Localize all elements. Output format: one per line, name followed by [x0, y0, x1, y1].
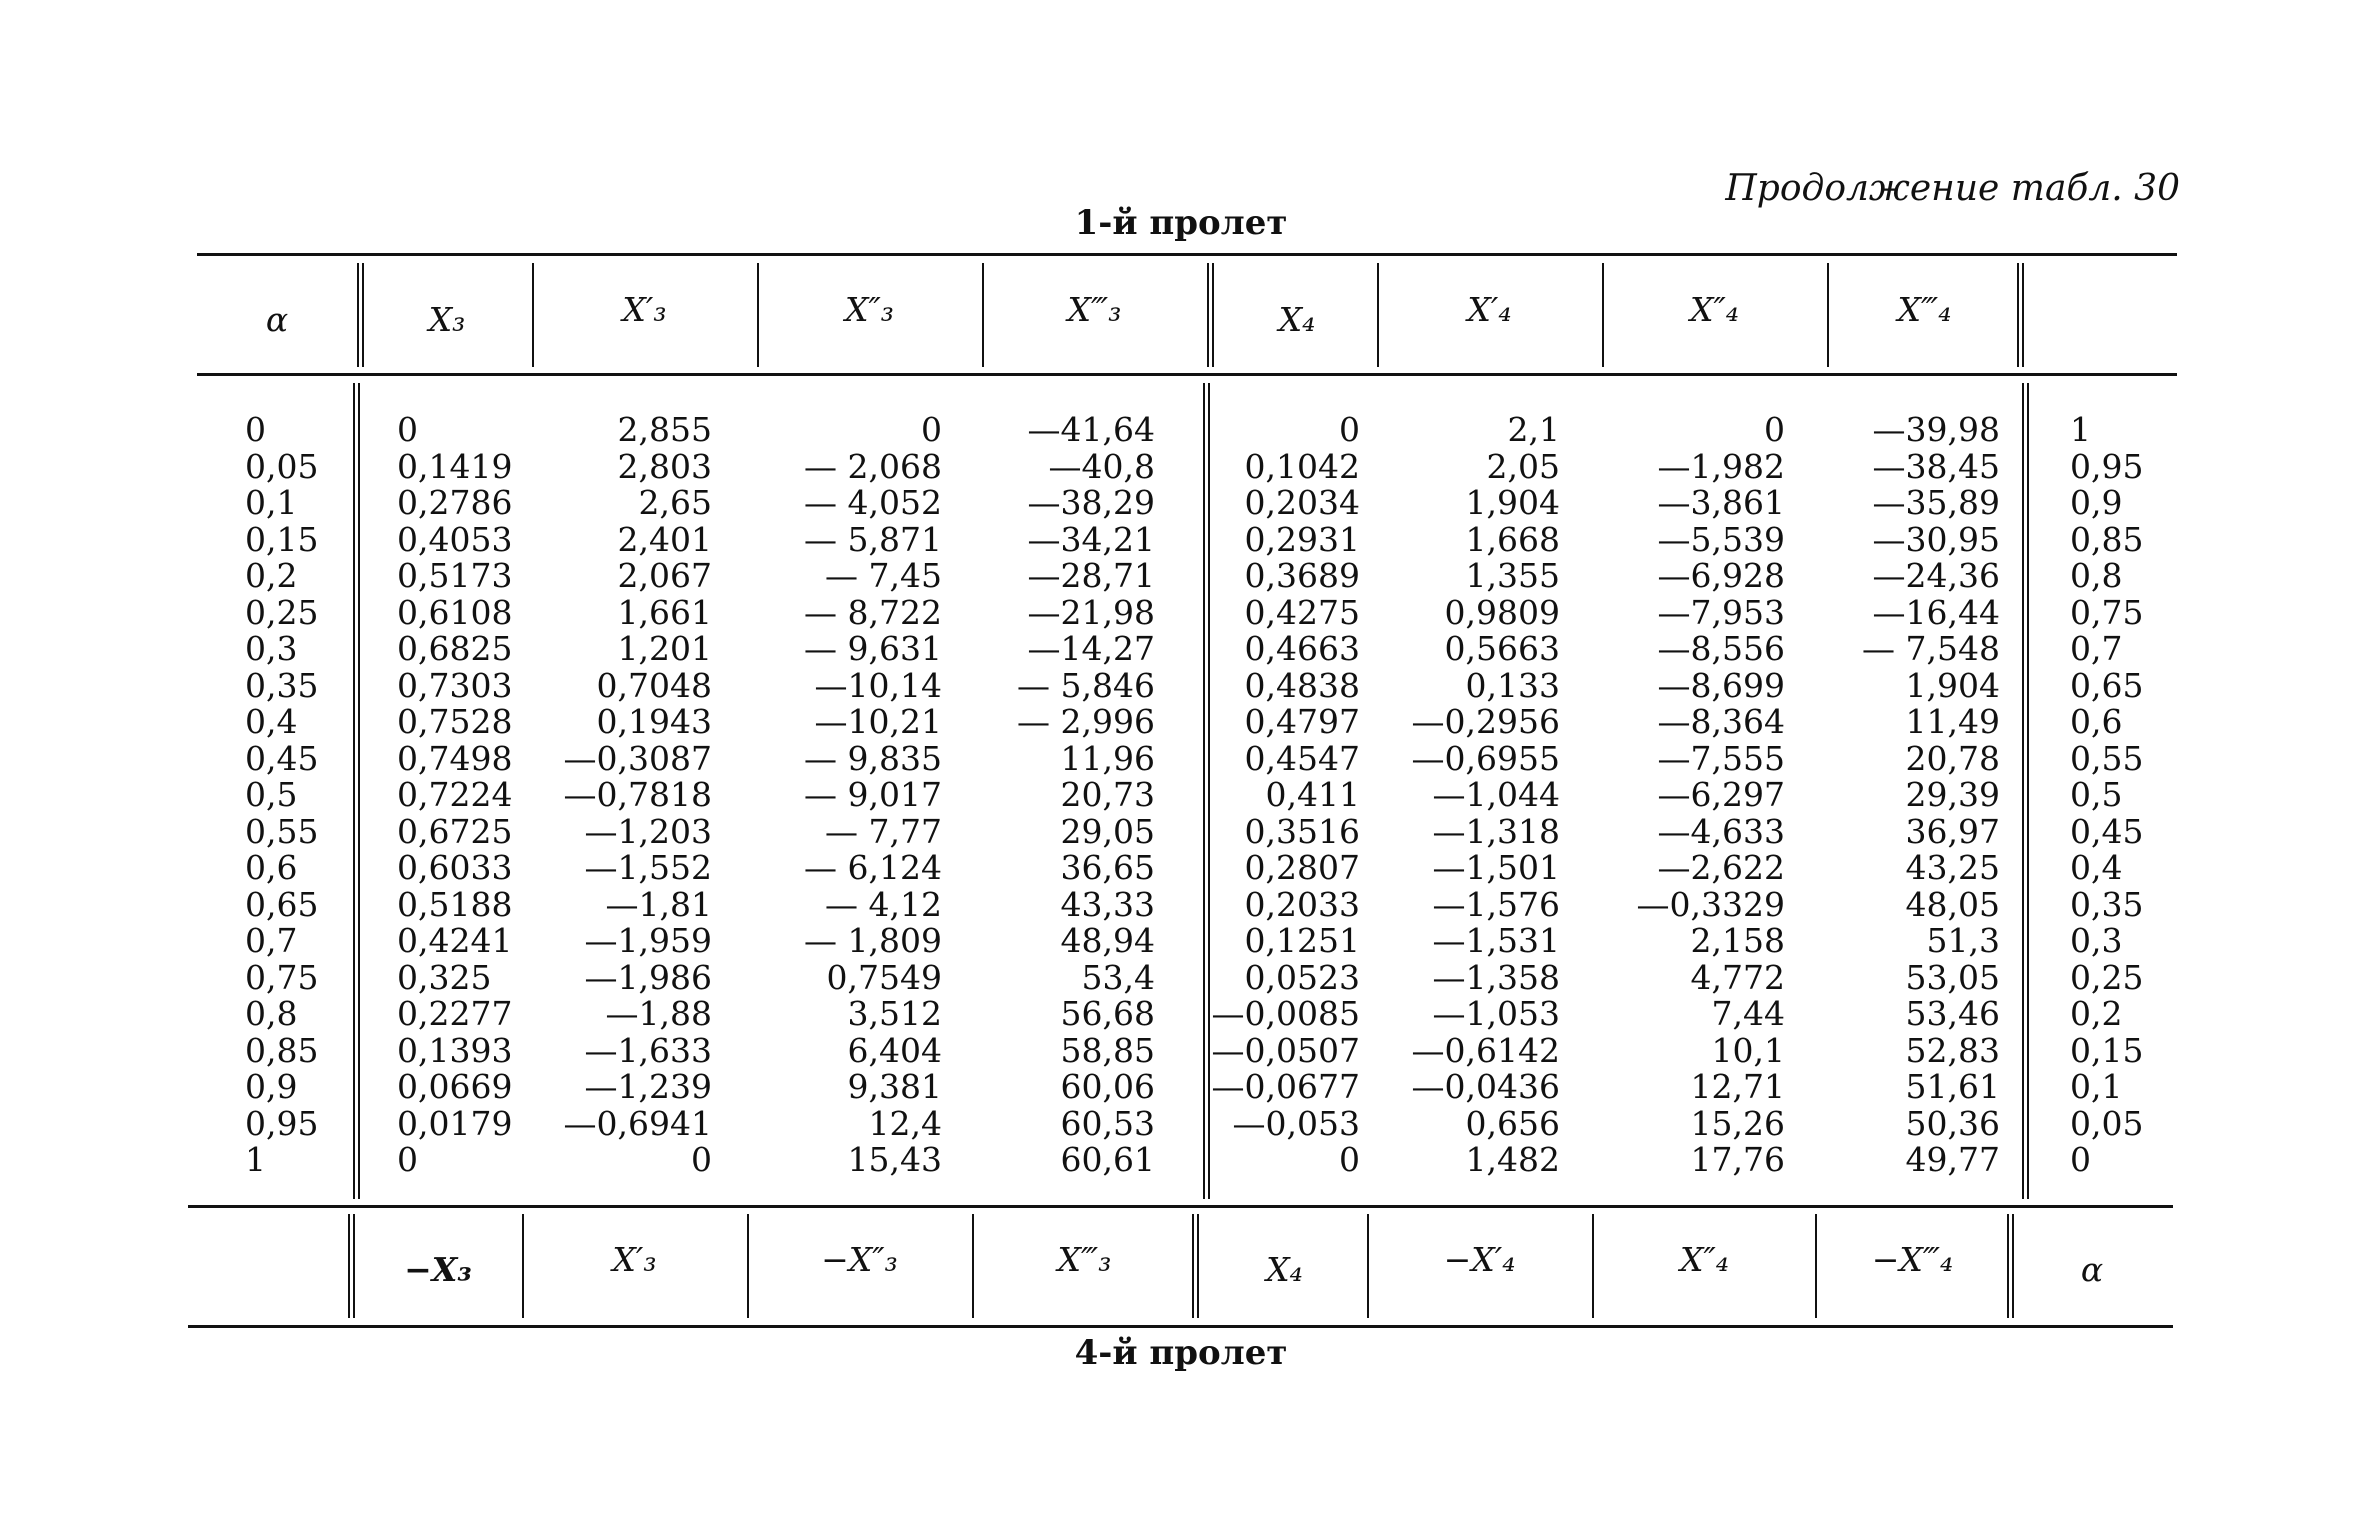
- table-cell: 0,3: [2070, 921, 2123, 960]
- table-cell: —1,576: [1432, 884, 1560, 924]
- table-cell: 0,7303: [397, 665, 513, 705]
- footer-neg-x3: −X₃: [404, 1250, 472, 1289]
- table-cell: — 2,996: [1017, 702, 1155, 741]
- body-divider: [2027, 383, 2029, 1199]
- table-cell: —6,297: [1657, 775, 1785, 814]
- header-rule: [197, 373, 2177, 376]
- table-cell: —40,8: [1048, 446, 1155, 486]
- footer-neg-x4-prime: −X′₄: [1443, 1240, 1516, 1279]
- table-cell: 43,33: [1060, 884, 1155, 924]
- table-cell: 0,6: [245, 848, 298, 887]
- table-cell: 3,512: [847, 994, 942, 1033]
- table-cell: 0,3516: [1244, 811, 1360, 851]
- table-cell: 0,9809: [1444, 592, 1560, 632]
- table-cell: 0: [1764, 410, 1785, 449]
- table-cell: 2,158: [1690, 921, 1785, 960]
- table-cell: —21,98: [1027, 592, 1155, 632]
- table-cell: 0,45: [245, 738, 319, 778]
- table-cell: 36,97: [1905, 811, 2000, 851]
- footer-divider: [2007, 1214, 2009, 1318]
- table-cell: 0,85: [245, 1030, 319, 1070]
- table-cell: —39,98: [1872, 410, 2000, 449]
- column-x4-double-prime: [1620, 412, 1785, 1179]
- table-cell: — 7,77: [825, 811, 942, 851]
- table-cell: 15,26: [1690, 1103, 1785, 1143]
- table-cell: —1,81: [605, 884, 712, 924]
- table-cell: 11,96: [1060, 738, 1155, 778]
- table-cell: 53,46: [1905, 994, 2000, 1033]
- table-cell: 0,411: [1265, 775, 1360, 814]
- table-cell: 0,7498: [397, 738, 513, 778]
- table-cell: —0,6955: [1411, 738, 1560, 778]
- table-cell: 0,7528: [397, 702, 513, 741]
- table-cell: —0,0507: [1211, 1030, 1360, 1070]
- header-divider: [2022, 263, 2024, 367]
- table-cell: 1: [245, 1140, 266, 1179]
- table-cell: 49,77: [1905, 1140, 2000, 1179]
- table-cell: —30,95: [1872, 519, 2000, 559]
- table-cell: — 9,835: [804, 738, 942, 778]
- footer-neg-x3-double-prime: −X″₃: [821, 1240, 898, 1279]
- table-cell: 0,5: [245, 775, 298, 814]
- table-cell: 0,4241: [397, 921, 513, 960]
- table-cell: 17,76: [1690, 1140, 1785, 1179]
- column-x4-prime: [1395, 412, 1560, 1179]
- table-cell: —1,044: [1432, 775, 1560, 814]
- header-divider: [1602, 263, 1604, 367]
- header-x4-triple-prime: X‴₄: [1897, 290, 1952, 329]
- table-cell: 0,4: [2070, 848, 2123, 887]
- table-cell: 0,9: [2070, 483, 2123, 522]
- table-cell: —16,44: [1872, 592, 2000, 632]
- table-cell: 0,4547: [1244, 738, 1360, 778]
- table-cell: 2,65: [638, 483, 712, 522]
- table-cell: 7,44: [1711, 994, 1785, 1033]
- table-cell: —10,14: [814, 665, 942, 705]
- table-cell: —38,29: [1027, 483, 1155, 522]
- column-x3-double-prime: [770, 412, 942, 1179]
- table-cell: 52,83: [1905, 1030, 2000, 1070]
- header-divider: [532, 263, 534, 367]
- table-cell: —0,2956: [1411, 702, 1560, 741]
- column-alpha-reverse: [2070, 412, 2143, 1179]
- bottom-rule: [188, 1325, 2173, 1328]
- table-cell: 0,55: [245, 811, 319, 851]
- footer-divider: [2012, 1214, 2014, 1318]
- table-cell: —0,0085: [1211, 994, 1360, 1033]
- table-cell: — 8,722: [804, 592, 942, 632]
- header-divider: [2017, 263, 2019, 367]
- table-cell: 2,401: [617, 519, 712, 559]
- table-cell: 0,15: [245, 519, 319, 559]
- table-cell: 50,36: [1905, 1103, 2000, 1143]
- table-cell: 2,067: [617, 556, 712, 595]
- table-cell: —28,71: [1027, 556, 1155, 595]
- table-cell: 0,2: [2070, 994, 2123, 1033]
- header-x4-prime: X′₄: [1467, 290, 1512, 329]
- table-cell: —38,45: [1872, 446, 2000, 486]
- footer-divider: [1197, 1214, 1199, 1318]
- table-cell: 15,43: [847, 1140, 942, 1179]
- header-divider: [1207, 263, 1209, 367]
- span-title-bottom: 4-й пролет: [1074, 1333, 1288, 1373]
- body-divider: [1203, 383, 1205, 1199]
- table-cell: 2,803: [617, 446, 712, 486]
- header-x4-double-prime: X″₄: [1689, 290, 1740, 329]
- table-cell: 60,53: [1060, 1103, 1155, 1143]
- table-cell: 0,4838: [1244, 665, 1360, 705]
- table-cell: 0,35: [245, 665, 319, 705]
- table-cell: 0,325: [397, 957, 492, 997]
- table-cell: 58,85: [1060, 1030, 1155, 1070]
- table-cell: 9,381: [847, 1067, 942, 1106]
- column-alpha: [245, 412, 318, 1179]
- body-divider: [353, 383, 355, 1199]
- table-cell: 10,1: [1711, 1030, 1785, 1070]
- table-cell: 0,55: [2070, 738, 2144, 778]
- table-cell: — 7,45: [825, 556, 942, 595]
- table-continuation-caption: Продолжение табл. 30: [1725, 168, 2180, 209]
- table-cell: 0,4: [245, 702, 298, 741]
- table-cell: 1: [2070, 410, 2091, 449]
- table-cell: 0: [2070, 1140, 2091, 1179]
- table-cell: 0: [397, 1140, 418, 1179]
- table-cell: —1,053: [1432, 994, 1560, 1033]
- table-cell: 2,1: [1507, 410, 1560, 449]
- table-cell: 4,772: [1690, 957, 1785, 997]
- table-cell: 0: [1339, 410, 1360, 449]
- table-cell: 0,05: [2070, 1103, 2144, 1143]
- table-cell: 43,25: [1905, 848, 2000, 887]
- table-cell: 0,7: [2070, 629, 2123, 668]
- table-cell: 0,75: [245, 957, 319, 997]
- table-cell: 53,05: [1905, 957, 2000, 997]
- table-cell: 0,2033: [1244, 884, 1360, 924]
- footer-neg-x4-triple-prime: −X‴₄: [1871, 1240, 1954, 1279]
- table-cell: 0,15: [2070, 1030, 2144, 1070]
- table-cell: 0,1042: [1244, 446, 1360, 486]
- table-cell: 56,68: [1060, 994, 1155, 1033]
- table-cell: 0,1251: [1244, 921, 1360, 960]
- table-cell: — 1,809: [804, 921, 942, 960]
- table-cell: 1,482: [1465, 1140, 1560, 1179]
- table-cell: 0: [1339, 1140, 1360, 1179]
- table-cell: 0,05: [245, 446, 319, 486]
- table-cell: —7,555: [1657, 738, 1785, 778]
- table-cell: 1,904: [1905, 665, 2000, 705]
- table-cell: —2,622: [1657, 848, 1785, 887]
- header-divider: [1827, 263, 1829, 367]
- table-cell: 0,133: [1465, 665, 1560, 705]
- table-cell: —8,364: [1657, 702, 1785, 741]
- header-divider: [357, 263, 359, 367]
- footer-divider: [348, 1214, 350, 1318]
- table-cell: 51,61: [1905, 1067, 2000, 1106]
- footer-divider: [1815, 1214, 1817, 1318]
- table-cell: —24,36: [1872, 556, 2000, 595]
- table-cell: 0,4663: [1244, 629, 1360, 668]
- table-cell: —1,501: [1432, 848, 1560, 887]
- table-cell: 0,4053: [397, 519, 513, 559]
- table-cell: —34,21: [1027, 519, 1155, 559]
- footer-divider: [972, 1214, 974, 1318]
- table-cell: 0,9: [245, 1067, 298, 1106]
- table-cell: 0,65: [2070, 665, 2144, 705]
- table-cell: 60,61: [1060, 1140, 1155, 1179]
- table-cell: 0,7549: [826, 957, 942, 997]
- table-cell: 0,4275: [1244, 592, 1360, 632]
- table-cell: —0,0677: [1211, 1067, 1360, 1106]
- table-cell: 2,05: [1486, 446, 1560, 486]
- footer-divider: [353, 1214, 355, 1318]
- table-cell: —5,539: [1657, 519, 1785, 559]
- table-cell: 0,75: [2070, 592, 2144, 632]
- table-cell: — 9,017: [804, 775, 942, 814]
- table-cell: 0: [397, 410, 418, 449]
- table-cell: 0,1: [2070, 1067, 2123, 1106]
- table-cell: —14,27: [1027, 629, 1155, 668]
- table-cell: 0,8: [2070, 556, 2123, 595]
- footer-x4: X₄: [1266, 1250, 1303, 1289]
- table-cell: —8,556: [1657, 629, 1785, 668]
- table-cell: 53,4: [1081, 957, 1155, 997]
- column-x3-prime: [540, 412, 712, 1179]
- table-cell: 0,2034: [1244, 483, 1360, 522]
- table-cell: 0,3689: [1244, 556, 1360, 595]
- table-cell: — 4,052: [804, 483, 942, 522]
- table-cell: 1,355: [1465, 556, 1560, 595]
- table-cell: 1,668: [1465, 519, 1560, 559]
- table-cell: —8,699: [1657, 665, 1785, 705]
- table-cell: —1,88: [605, 994, 712, 1033]
- column-x3: [397, 412, 512, 1179]
- table-cell: —0,0436: [1411, 1067, 1560, 1106]
- header-divider: [362, 263, 364, 367]
- table-cell: 0: [245, 410, 266, 449]
- table-cell: 0,5663: [1444, 629, 1560, 668]
- table-cell: 51,3: [1926, 921, 2000, 960]
- header-x3-double-prime: X″₃: [844, 290, 895, 329]
- table-cell: 0,2277: [397, 994, 513, 1033]
- table-cell: —0,3329: [1636, 884, 1785, 924]
- table-cell: 1,201: [617, 629, 712, 668]
- header-divider: [982, 263, 984, 367]
- table-cell: 0,85: [2070, 519, 2144, 559]
- table-cell: 0,1943: [596, 702, 712, 741]
- table-cell: 0,0669: [397, 1067, 513, 1106]
- table-cell: 11,49: [1905, 702, 2000, 741]
- header-divider: [1377, 263, 1379, 367]
- table-cell: 0,3: [245, 629, 298, 668]
- table-cell: 0,1419: [397, 446, 513, 486]
- table-cell: 0,7224: [397, 775, 513, 814]
- table-cell: 0,6033: [397, 848, 513, 887]
- table-cell: —10,21: [814, 702, 942, 741]
- table-cell: 0,2931: [1244, 519, 1360, 559]
- table-cell: 29,39: [1905, 775, 2000, 814]
- footer-divider: [747, 1214, 749, 1318]
- footer-alpha: α: [2080, 1250, 2104, 1289]
- table-cell: 0,6725: [397, 811, 513, 851]
- table-cell: 0,25: [245, 592, 319, 632]
- table-cell: 0,25: [2070, 957, 2144, 997]
- table-cell: 20,78: [1905, 738, 2000, 778]
- table-cell: 48,94: [1060, 921, 1155, 960]
- table-cell: —0,6941: [563, 1103, 712, 1143]
- table-cell: 0,5173: [397, 556, 513, 595]
- table-cell: 0,2786: [397, 483, 513, 522]
- table-cell: —0,7818: [563, 775, 712, 814]
- table-cell: —1,982: [1657, 446, 1785, 486]
- table-cell: 0,45: [2070, 811, 2144, 851]
- footer-x4-double-prime: X″₄: [1679, 1240, 1730, 1279]
- table-cell: 29,05: [1060, 811, 1155, 851]
- table-cell: 0,6825: [397, 629, 513, 668]
- header-x4: X₄: [1278, 300, 1316, 339]
- table-cell: 0,35: [2070, 884, 2144, 924]
- body-divider: [2022, 383, 2024, 1199]
- table-cell: 48,05: [1905, 884, 2000, 924]
- footer-divider: [1367, 1214, 1369, 1318]
- table-cell: —1,203: [584, 811, 712, 851]
- table-cell: — 5,871: [804, 519, 942, 559]
- table-cell: — 2,068: [804, 446, 942, 486]
- table-cell: 2,855: [617, 410, 712, 449]
- column-x4-triple-prime: [1820, 412, 2000, 1179]
- body-divider: [358, 383, 360, 1199]
- table-cell: 0,95: [245, 1103, 319, 1143]
- table-cell: — 9,631: [804, 629, 942, 668]
- table-cell: 0,5188: [397, 884, 513, 924]
- footer-divider: [1592, 1214, 1594, 1318]
- header-x3-triple-prime: X‴₃: [1067, 290, 1122, 329]
- table-cell: 0,65: [245, 884, 319, 924]
- table-cell: 0,7048: [596, 665, 712, 705]
- bottom-header-rule: [188, 1205, 2173, 1208]
- top-rule: [197, 253, 2177, 256]
- table-cell: 0,5: [2070, 775, 2123, 814]
- table-cell: 12,71: [1690, 1067, 1785, 1106]
- table-cell: 0: [691, 1140, 712, 1179]
- footer-divider: [1192, 1214, 1194, 1318]
- table-cell: 36,65: [1060, 848, 1155, 887]
- footer-x3-prime: X′₃: [612, 1240, 657, 1279]
- table-cell: —1,318: [1432, 811, 1560, 851]
- table-cell: —7,953: [1657, 592, 1785, 632]
- table-cell: —1,552: [584, 848, 712, 887]
- header-divider: [757, 263, 759, 367]
- table-cell: 1,904: [1465, 483, 1560, 522]
- header-alpha: α: [265, 300, 289, 339]
- table-cell: 0,6: [2070, 702, 2123, 741]
- table-cell: —0,6142: [1411, 1030, 1560, 1070]
- table-cell: —1,633: [584, 1030, 712, 1070]
- span-title-top: 1-й пролет: [1074, 203, 1288, 243]
- table-cell: —41,64: [1027, 410, 1155, 449]
- table-cell: —4,633: [1657, 811, 1785, 851]
- table-cell: 0,1393: [397, 1030, 513, 1070]
- table-cell: 0,2807: [1244, 848, 1360, 887]
- table-cell: —1,986: [584, 957, 712, 997]
- header-divider: [1212, 263, 1214, 367]
- table-cell: —35,89: [1872, 483, 2000, 522]
- table-cell: —3,861: [1657, 483, 1785, 522]
- table-cell: 20,73: [1060, 775, 1155, 814]
- table-cell: —0,3087: [563, 738, 712, 778]
- table-cell: 0,0523: [1244, 957, 1360, 997]
- table-cell: 0: [921, 410, 942, 449]
- table-cell: 0,8: [245, 994, 298, 1033]
- table-cell: —1,531: [1432, 921, 1560, 960]
- table-cell: —1,358: [1432, 957, 1560, 997]
- column-x3-triple-prime: [990, 412, 1155, 1179]
- footer-x3-triple-prime: X‴₃: [1057, 1240, 1112, 1279]
- table-cell: 0,1: [245, 483, 298, 522]
- table-cell: 0,7: [245, 921, 298, 960]
- table-cell: —1,959: [584, 921, 712, 960]
- header-x3: X₃: [428, 300, 466, 339]
- table-cell: 0,95: [2070, 446, 2144, 486]
- table-cell: — 4,12: [825, 884, 942, 924]
- table-cell: 0,2: [245, 556, 298, 595]
- table-cell: 60,06: [1060, 1067, 1155, 1106]
- table-cell: — 5,846: [1017, 665, 1155, 705]
- table-cell: 0,4797: [1244, 702, 1360, 741]
- table-cell: 1,661: [617, 592, 712, 632]
- table-cell: 6,404: [847, 1030, 942, 1070]
- table-cell: 0,656: [1465, 1103, 1560, 1143]
- footer-divider: [522, 1214, 524, 1318]
- table-cell: 0,6108: [397, 592, 513, 632]
- table-cell: — 7,548: [1862, 629, 2000, 668]
- table-cell: 0,0179: [397, 1103, 513, 1143]
- table-cell: —6,928: [1657, 556, 1785, 595]
- column-x4: [1210, 412, 1360, 1179]
- table-cell: — 6,124: [804, 848, 942, 887]
- table-cell: —1,239: [584, 1067, 712, 1106]
- table-cell: —0,053: [1232, 1103, 1360, 1143]
- table-cell: 12,4: [868, 1103, 942, 1143]
- header-x3-prime: X′₃: [622, 290, 667, 329]
